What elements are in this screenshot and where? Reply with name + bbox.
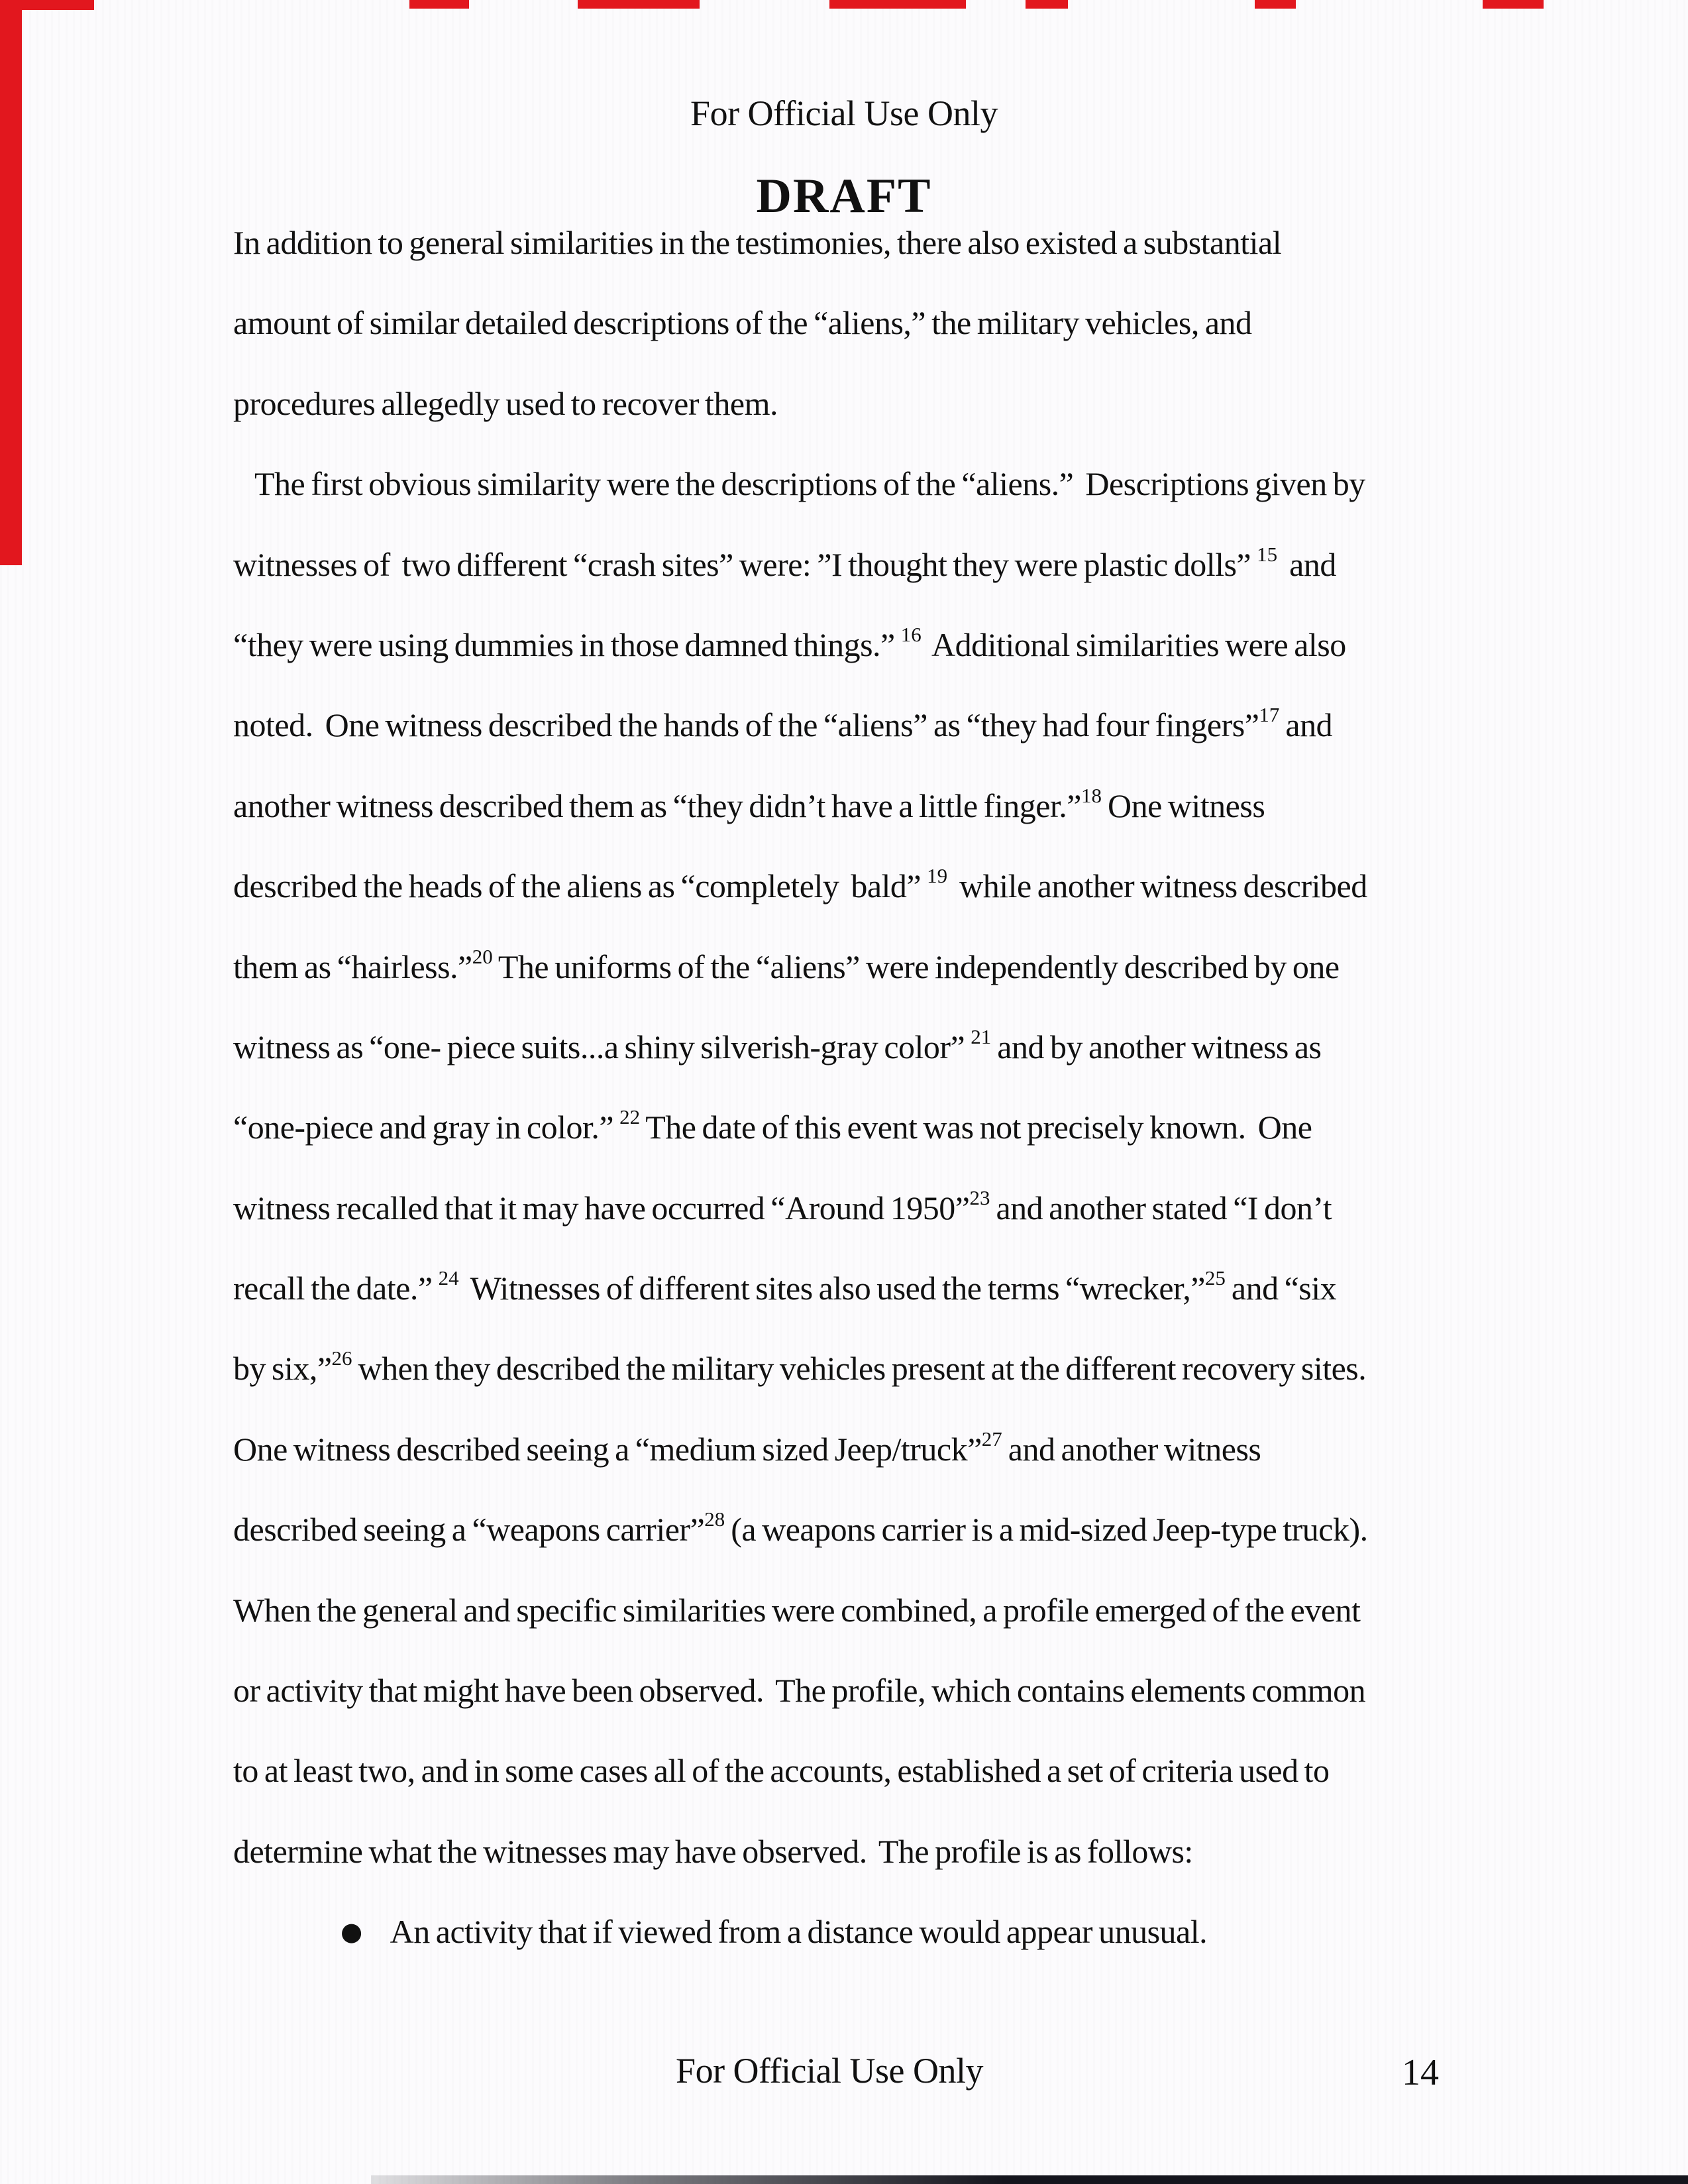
page-number: 14 <box>1402 2052 1439 2093</box>
text-segment: noted. One witness described the hands of the “aliens” as “they had four fingers” <box>233 706 1259 744</box>
scan-artifact-top-red-dash <box>1483 0 1544 9</box>
scan-artifact-top-red-dash <box>409 0 469 9</box>
footnote-ref: 17 <box>1259 703 1280 727</box>
text-segment: One witness <box>1101 787 1265 824</box>
text-segment: (a weapons carrier is a mid-sized Jeep-type truck). <box>725 1511 1368 1549</box>
footnote-ref: 26 <box>331 1346 352 1370</box>
body-line <box>233 1087 1624 1168</box>
body-line <box>233 444 1624 524</box>
classification-header: For Official Use Only <box>690 93 998 133</box>
body-line <box>233 525 1624 605</box>
body-line <box>233 1329 1624 1409</box>
body-line <box>233 1248 1624 1329</box>
text-segment: In addition to general similarities in the testimonies, there also existed a substantial <box>233 224 1282 261</box>
footnote-ref: 25 <box>1204 1266 1226 1290</box>
footnote-ref: 20 <box>472 944 493 968</box>
scan-artifact-top-red-dash <box>829 0 966 9</box>
body-line <box>233 283 1624 363</box>
body-line <box>233 685 1624 765</box>
body-line <box>233 1570 1624 1651</box>
text-segment: and another stated “I don’t <box>990 1189 1332 1227</box>
footnote-ref: 22 <box>619 1105 641 1129</box>
text-segment: An activity that if viewed from a distance would appear unusual. <box>390 1913 1208 1951</box>
text-segment: witness as “one- piece suits...a shiny silverish-gray color” <box>233 1028 971 1065</box>
body-line <box>233 203 1624 283</box>
text-segment: “one-piece and gray in color.” <box>233 1109 620 1146</box>
classification-footer: For Official Use Only <box>676 2051 983 2091</box>
body-line <box>233 766 1624 846</box>
scan-artifact-top-red-dash <box>1026 0 1068 9</box>
body-line <box>233 1168 1624 1248</box>
text-segment: and <box>1279 706 1333 744</box>
scan-artifact-bottom-dark-bar <box>371 2175 1688 2184</box>
body-line <box>233 1490 1624 1570</box>
text-segment: recall the date.” <box>233 1270 439 1307</box>
text-segment: The uniforms of the “aliens” were independently described by one <box>492 948 1340 985</box>
bullet-icon: ● <box>341 1917 362 1947</box>
text-segment: Additional similarities were also <box>921 626 1346 663</box>
text-segment: The date of this event was not precisely known. One <box>640 1109 1312 1146</box>
text-segment: and “six <box>1225 1270 1337 1307</box>
text-segment: described seeing a “weapons carrier” <box>233 1511 705 1549</box>
body-line <box>233 605 1624 685</box>
text-segment: to at least two, and in some cases all of the accounts, established a set of criteria used to <box>233 1752 1330 1790</box>
text-segment: Witnesses of different sites also used the terms “wrecker,” <box>458 1270 1205 1307</box>
text-segment: and <box>1277 545 1336 583</box>
body-line <box>233 1731 1624 1811</box>
footnote-ref: 21 <box>971 1024 992 1048</box>
text-segment: procedures allegedly used to recover them. <box>233 384 778 422</box>
footnote-ref: 27 <box>981 1427 1002 1450</box>
scan-artifact-top-red-dash <box>1255 0 1296 9</box>
footnote-ref: 15 <box>1257 542 1278 566</box>
text-segment: witnesses of two different “crash sites” were: ”I thought they were plastic dolls” <box>233 545 1257 583</box>
text-segment: and by another witness as <box>991 1028 1322 1065</box>
text-segment: “they were using dummies in those damned things.” <box>233 626 901 663</box>
text-segment: them as “hairless.” <box>233 948 472 985</box>
body-line <box>233 846 1624 926</box>
body-line <box>233 927 1624 1007</box>
text-segment: by six,” <box>233 1350 332 1388</box>
text-segment: One witness described seeing a “medium sized Jeep/truck” <box>233 1430 982 1468</box>
footnote-ref: 16 <box>900 622 922 646</box>
scan-artifact-left-red-bar <box>0 0 22 565</box>
text-segment: determine what the witnesses may have observed. The profile is as follows: <box>233 1832 1193 1870</box>
text-segment: When the general and specific similarities were combined, a profile emerged of the event <box>233 1591 1361 1629</box>
text-segment: and another witness <box>1002 1430 1261 1468</box>
page-title: DRAFT <box>756 169 932 223</box>
body-line <box>233 1812 1624 1892</box>
text-segment: amount of similar detailed descriptions of the “aliens,” the military vehicles, and <box>233 304 1252 342</box>
text-segment: another witness described them as “they didn’t have a little finger.” <box>233 787 1081 824</box>
footnote-ref: 24 <box>438 1266 459 1290</box>
text-segment: when they described the military vehicles present at the different recovery sites. <box>352 1350 1367 1388</box>
body-line <box>233 1409 1624 1490</box>
text-segment: described the heads of the aliens as “completely bald” <box>233 867 927 905</box>
body-line <box>233 364 1624 444</box>
footnote-ref: 28 <box>704 1507 725 1531</box>
scan-artifact-top-red-dash <box>578 0 700 9</box>
text-segment: The first obvious similarity were the descriptions of the “aliens.” Descriptions given by <box>254 465 1365 503</box>
body-line <box>233 1651 1624 1731</box>
body-line <box>233 1007 1624 1087</box>
footnote-ref: 18 <box>1081 783 1102 807</box>
footnote-ref: 23 <box>969 1185 990 1209</box>
text-segment: while another witness described <box>947 867 1367 905</box>
text-segment: witness recalled that it may have occurred “Around 1950” <box>233 1189 970 1227</box>
scan-artifact-top-red-corner <box>0 0 94 10</box>
text-segment: or activity that might have been observed. The profile, which contains elements common <box>233 1672 1366 1710</box>
document-body <box>233 203 1624 1973</box>
footnote-ref: 19 <box>927 864 948 888</box>
bullet-item <box>233 1892 1624 1972</box>
